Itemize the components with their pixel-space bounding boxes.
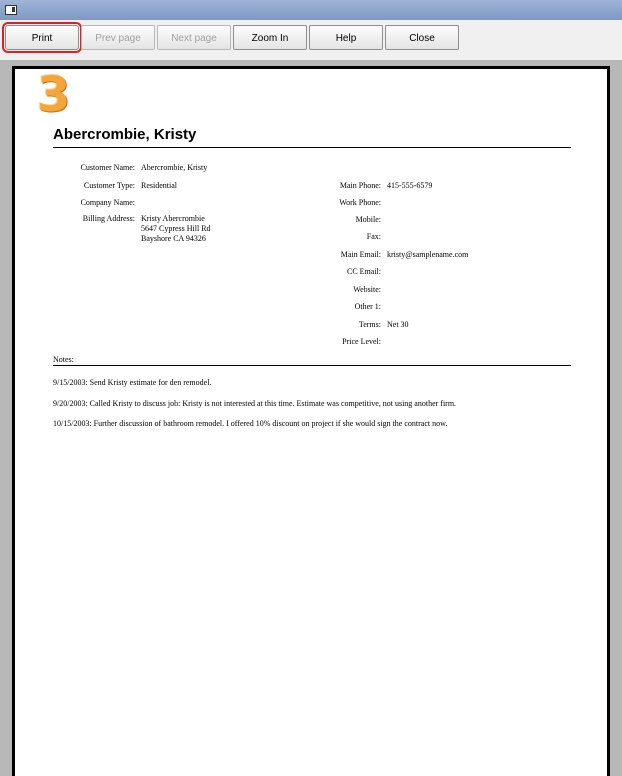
cc-email-label: CC Email:: [347, 267, 381, 276]
main-email-value: kristy@samplename.com: [387, 250, 469, 259]
main-email-label: Main Email:: [340, 250, 381, 259]
notes-divider: [53, 365, 571, 366]
heading-divider: [53, 147, 571, 148]
work-phone-label: Work Phone:: [339, 198, 381, 207]
notes-label: Notes:: [53, 355, 74, 364]
window-icon: [5, 5, 17, 15]
fax-label: Fax:: [366, 232, 381, 241]
zoom-in-button[interactable]: Zoom In: [233, 25, 307, 50]
customer-name-label: Customer Name:: [80, 163, 135, 172]
customer-heading: Abercrombie, Kristy: [53, 126, 197, 143]
main-phone-label: Main Phone:: [339, 181, 381, 190]
help-button[interactable]: Help: [309, 25, 383, 50]
billing-address-line2: 5647 Cypress Hill Rd: [141, 224, 211, 233]
website-label: Website:: [353, 285, 381, 294]
customer-name-value: Abercrombie, Kristy: [141, 163, 208, 172]
note-item: 9/20/2003: Called Kristy to discuss job: Kristy is not interested at this time. Estimate was competitive, not using another firm.: [53, 399, 457, 408]
window-titlebar: [0, 0, 622, 20]
note-item: 9/15/2003: Send Kristy estimate for den remodel.: [53, 378, 212, 387]
prev-page-button[interactable]: Prev page: [81, 25, 155, 50]
terms-label: Terms:: [358, 320, 381, 329]
report-page: [12, 66, 610, 776]
mobile-label: Mobile:: [355, 215, 381, 224]
billing-address-label: Billing Address:: [82, 214, 135, 223]
other1-label: Other 1:: [354, 302, 381, 311]
next-page-button[interactable]: Next page: [157, 25, 231, 50]
billing-address-line3: Bayshore CA 94326: [141, 234, 206, 243]
company-name-label: Company Name:: [80, 198, 135, 207]
terms-value: Net 30: [387, 320, 409, 329]
price-level-label: Price Level:: [342, 337, 381, 346]
customer-type-label: Customer Type:: [83, 181, 135, 190]
preview-area[interactable]: [0, 60, 622, 776]
step-number-annotation: 3: [37, 67, 71, 123]
note-item: 10/15/2003: Further discussion of bathroom remodel. I offered 10% discount on project if she would sign the contract now.: [53, 419, 448, 428]
close-button[interactable]: Close: [385, 25, 459, 50]
print-button[interactable]: Print: [5, 25, 79, 50]
customer-type-value: Residential: [141, 181, 177, 190]
print-preview-toolbar: [0, 20, 622, 61]
billing-address-line1: Kristy Abercrombie: [141, 214, 205, 223]
main-phone-value: 415-555-6579: [387, 181, 433, 190]
